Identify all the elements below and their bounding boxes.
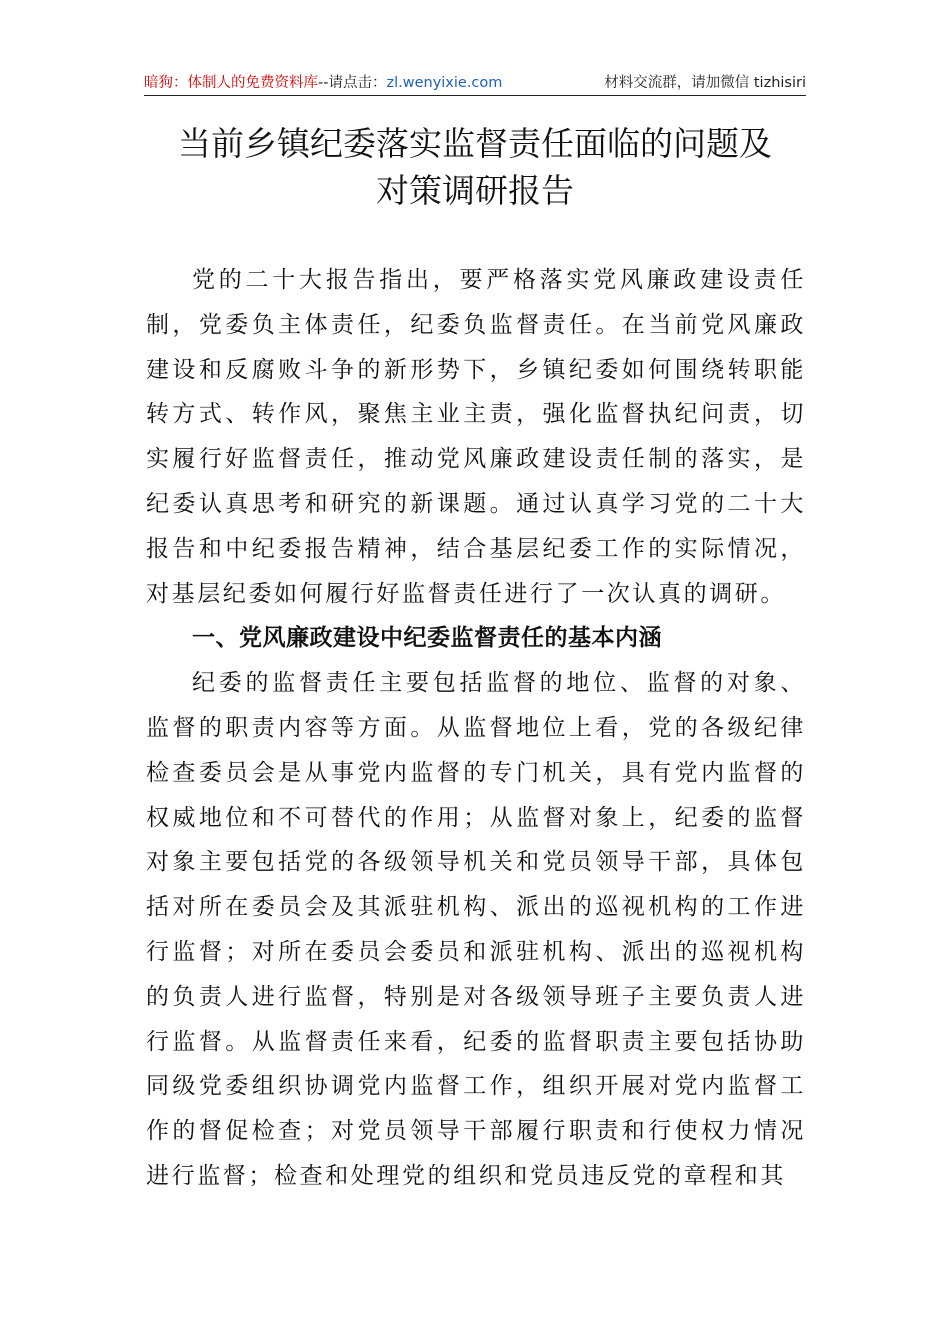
header-divider [144,95,806,96]
page-header [144,72,806,94]
header-prompt: --请点击： [318,75,387,91]
header-contact: 材料交流群，请加微信 tizhisiri [604,75,806,91]
title-line-1: 当前乡镇纪委落实监督责任面临的问题及 [178,124,772,163]
section-paragraph: 纪委的监督责任主要包括监督的地位、监督的对象、监督的职责内容等方面。从监督地位上看，党的各级纪律检查委员会是从事党内监督的专门机关，具有党内监督的权威地位和不可替代的作用；从监督对象上，纪委的监督对象主要包括党的各级领导机关和党员领导干部，具体包括对所在委员会及其派驻机构、派出的巡视机构的工作进行监督；对所在委员会委员和派驻机构、派出的巡视机构的负责人进行监督，特别是对各级领导班子主要负责人进行监督。从监督责任来看，纪委的监督职责主要包括协助同级党委组织协调党内监督工作，组织开展对党内监督工作的督促检查；对党员领导干部履行职责和行使权力情况进行监督；检查和处理党的组织和党员违反党的章程和其 [146,670,806,1189]
title-line-2: 对策调研报告 [376,171,574,210]
header-brand: 暗狗：体制人的免费资料库 [144,75,318,91]
document-title [100,120,850,214]
header-link[interactable]: zl.wenyixie.com [386,75,503,91]
intro-paragraph: 党的二十大报告指出，要严格落实党风廉政建设责任制，党委负主体责任，纪委负监督责任。在当前党风廉政建设和反腐败斗争的新形势下，乡镇纪委如何围绕转职能转方式、转作风，聚焦主业主责，强化监督执纪问责，切实履行好监督责任，推动党风廉政建设责任制的落实，是纪委认真思考和研究的新课题。通过认真学习党的二十大报告和中纪委报告精神，结合基层纪委工作的实际情况，对基层纪委如何履行好监督责任进行了一次认真的调研。 [146,267,806,607]
document-body [146,258,806,1199]
section-heading: 一、党风廉政建设中纪委监督责任的基本内涵 [192,625,662,652]
